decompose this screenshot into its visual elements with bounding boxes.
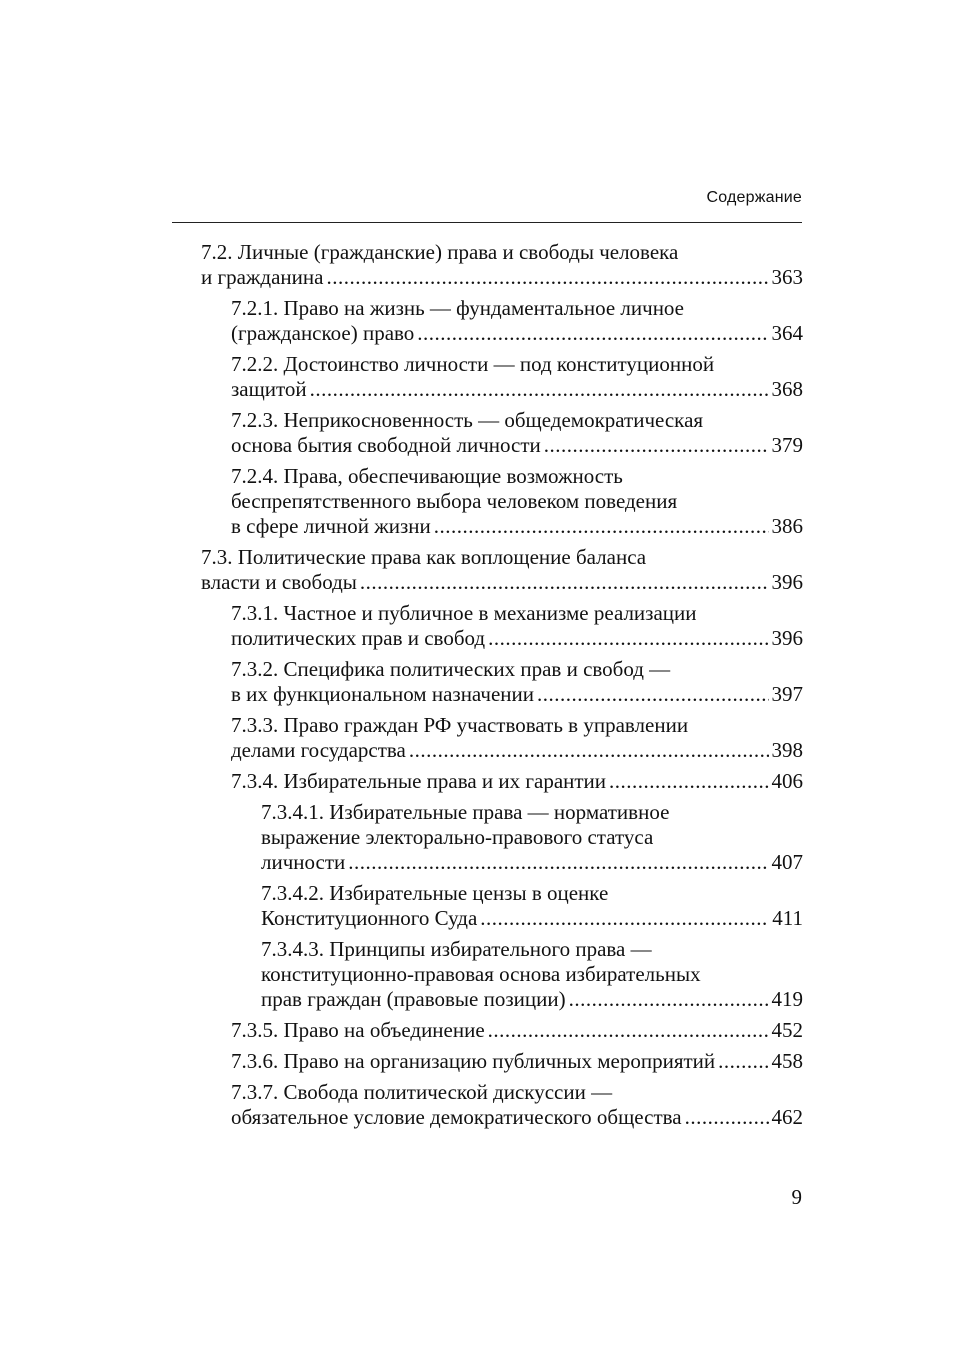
toc-entry[interactable] (201, 240, 803, 290)
dot-leader (417, 321, 768, 346)
toc-entry-page: 396 (771, 570, 803, 594)
dot-leader (480, 906, 769, 931)
toc-entry-line: 7.3.4.1. Избирательные права — нормативное (261, 800, 670, 824)
header-rule (172, 222, 802, 223)
dot-leader (409, 738, 769, 763)
toc-entry-page: 458 (771, 1049, 803, 1073)
dot-leader (360, 570, 769, 595)
toc-entry-last-line (231, 1049, 803, 1074)
toc-entry[interactable] (261, 881, 803, 931)
toc-entry[interactable] (231, 408, 803, 458)
toc-entry-page: 396 (771, 626, 803, 650)
toc-entry[interactable] (231, 769, 803, 794)
toc-entry-last-line (231, 377, 803, 402)
toc-entry-line: 7.3.6. Право на организацию публичных мероприятий (231, 1049, 716, 1073)
toc-entry-line: прав граждан (правовые позиции) (261, 987, 566, 1011)
toc-entry-line: власти и свободы (201, 570, 357, 594)
toc-entry-page: 411 (772, 906, 803, 930)
toc-entry-last-line (231, 626, 803, 651)
toc-entry[interactable] (201, 545, 803, 595)
toc-entry-line: 7.3. Политические права как воплощение баланса (201, 545, 647, 569)
dot-leader (685, 1105, 769, 1130)
toc-entry-line: (гражданское) право (231, 321, 415, 345)
toc-entry-line: 7.2.2. Достоинство личности — под конституционной (231, 352, 715, 376)
toc-entry-last-line (231, 1105, 803, 1130)
toc-entry-line: основа бытия свободной личности (231, 433, 541, 457)
toc-entry-last-line (231, 769, 803, 794)
toc-entry-line: защитой (231, 377, 307, 401)
dot-leader (488, 1018, 769, 1043)
dot-leader (544, 433, 769, 458)
toc-entry-line: обязательное условие демократического общества (231, 1105, 682, 1129)
toc-entry-line: в их функциональном назначении (231, 682, 535, 706)
toc-entry-last-line (261, 850, 803, 875)
toc-entry-line: беспрепятственного выбора человеком поведения (231, 489, 678, 513)
dot-leader (348, 850, 768, 875)
toc-entry-last-line (201, 265, 803, 290)
toc-entry-last-line (231, 514, 803, 539)
toc-entry-page: 462 (771, 1105, 803, 1129)
running-head: Содержание (706, 189, 802, 206)
dot-leader (537, 682, 768, 707)
toc-entry-line: конституционно-правовая основа избирательных (261, 962, 701, 986)
toc-entry-line: 7.3.3. Право граждан РФ участвовать в управлении (231, 713, 689, 737)
toc-entry-page: 368 (771, 377, 803, 401)
page-number: 9 (791, 1185, 802, 1209)
dot-leader (609, 769, 768, 794)
toc-entry-line: 7.3.4.3. Принципы избирательного права — (261, 937, 652, 961)
toc-entry-line: личности (261, 850, 346, 874)
toc-entry-page: 407 (771, 850, 803, 874)
toc-entry-line: 7.2.4. Права, обеспечивающие возможность (231, 464, 623, 488)
toc-entry-line: 7.3.2. Специфика политических прав и свобод — (231, 657, 671, 681)
toc-entry-line: выражение электорально-правового статуса (261, 825, 654, 849)
toc-entry[interactable] (261, 800, 803, 875)
toc-entry-last-line (261, 987, 803, 1012)
toc-entry-page: 363 (771, 265, 803, 289)
toc-entry[interactable] (231, 1080, 803, 1130)
toc-entry-page: 379 (771, 433, 803, 457)
toc-entry[interactable] (231, 352, 803, 402)
toc-entry-line: Конституционного Суда (261, 906, 478, 930)
toc-entry-line: 7.2. Личные (гражданские) права и свободы человека (201, 240, 679, 264)
toc-entry-line: в сфере личной жизни (231, 514, 431, 538)
toc-entry-page: 406 (771, 769, 803, 793)
toc-entry[interactable] (231, 296, 803, 346)
toc-entry-line: 7.3.1. Частное и публичное в механизме реализации (231, 601, 697, 625)
toc-entry-line: 7.3.5. Право на объединение (231, 1018, 485, 1042)
toc-entry-page: 398 (771, 738, 803, 762)
toc-entry-line: 7.2.3. Неприкосновенность — общедемократическая (231, 408, 704, 432)
dot-leader (718, 1049, 768, 1074)
toc-entry-page: 397 (771, 682, 803, 706)
toc-entry-line: политических прав и свобод (231, 626, 486, 650)
table-of-contents (201, 240, 803, 1136)
toc-entry-last-line (231, 433, 803, 458)
dot-leader (434, 514, 769, 539)
toc-entry-last-line (261, 906, 803, 931)
toc-entry[interactable] (261, 937, 803, 1012)
dot-leader (310, 377, 769, 402)
toc-entry[interactable] (231, 1018, 803, 1043)
toc-entry-last-line (231, 738, 803, 763)
toc-entry-line: 7.3.7. Свобода политической дискуссии — (231, 1080, 613, 1104)
toc-entry-line: 7.3.4.2. Избирательные цензы в оценке (261, 881, 609, 905)
toc-entry[interactable] (231, 601, 803, 651)
toc-entry-last-line (231, 321, 803, 346)
toc-entry-last-line (231, 1018, 803, 1043)
toc-entry-last-line (201, 570, 803, 595)
dot-leader (488, 626, 768, 651)
toc-entry-page: 386 (771, 514, 803, 538)
toc-entry-page: 452 (771, 1018, 803, 1042)
toc-entry-line: 7.2.1. Право на жизнь — фундаментальное личное (231, 296, 685, 320)
toc-entry-line: 7.3.4. Избирательные права и их гарантии (231, 769, 607, 793)
toc-entry-last-line (231, 682, 803, 707)
toc-entry-line: и гражданина (201, 265, 324, 289)
toc-entry[interactable] (231, 713, 803, 763)
dot-leader (569, 987, 769, 1012)
toc-entry[interactable] (231, 1049, 803, 1074)
dot-leader (326, 265, 768, 290)
toc-entry-page: 419 (771, 987, 803, 1011)
toc-entry-line: делами государства (231, 738, 406, 762)
toc-entry[interactable] (231, 657, 803, 707)
toc-entry[interactable] (231, 464, 803, 539)
toc-entry-page: 364 (771, 321, 803, 345)
